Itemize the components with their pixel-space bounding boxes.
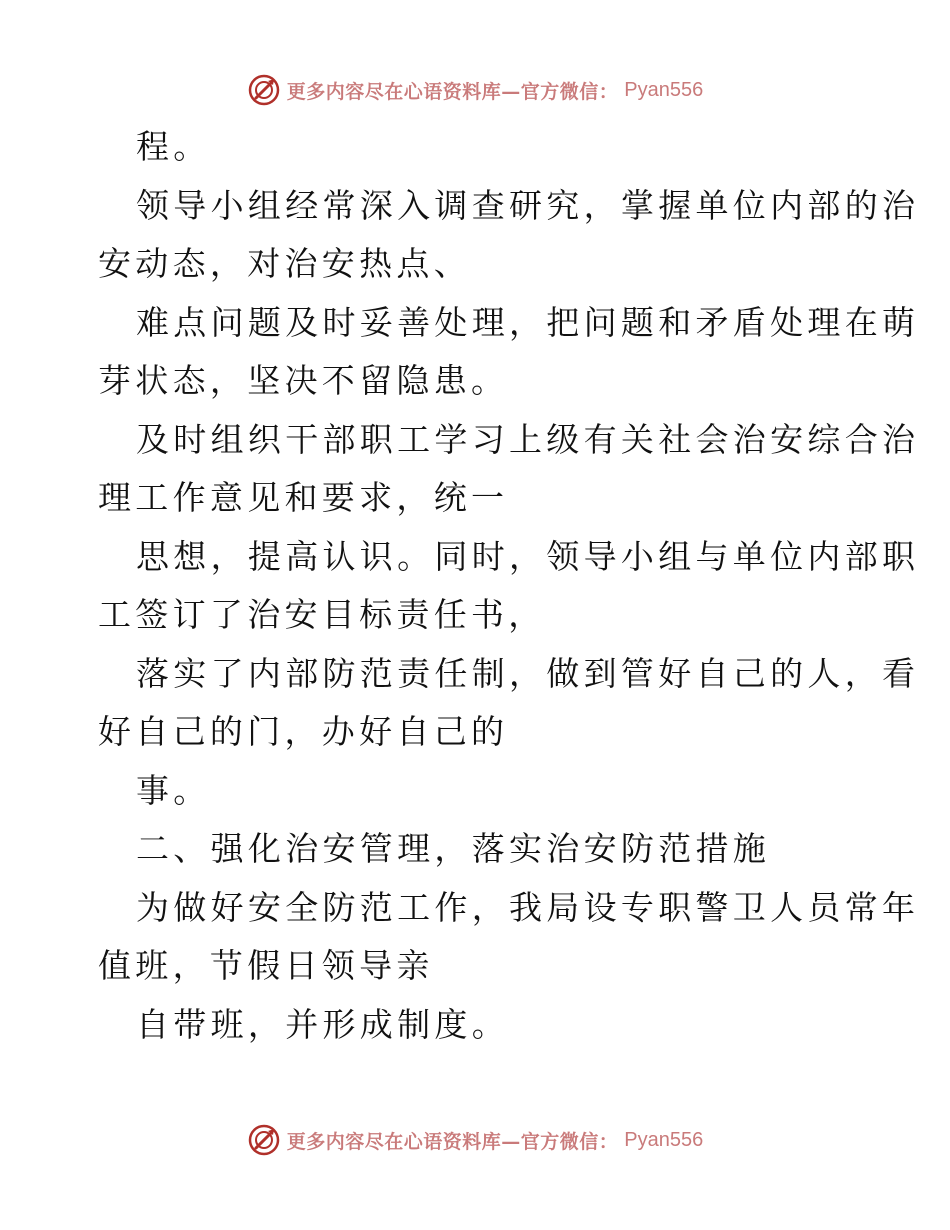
footer-banner-text: 更多内容尽在心语资料库—官方微信：	[286, 1130, 619, 1153]
body-line: 及时组织干部职工学习上级有关社会治安综合治	[136, 419, 920, 459]
body-line: 思想，提高认识。同时，领导小组与单位内部职	[136, 536, 920, 576]
section-heading: 二、强化治安管理，落实治安防范措施	[136, 829, 771, 868]
body-line: 值班，节假日领导亲	[98, 946, 434, 985]
document-body	[98, 118, 920, 1054]
body-line: 工签订了治安目标责任书，	[98, 595, 546, 634]
red-seal-logo-icon	[247, 1123, 281, 1157]
body-line: 程。	[136, 127, 211, 166]
footer-banner	[0, 1120, 950, 1160]
header-banner-account: Pyan556	[624, 78, 704, 101]
body-line: 自带班，并形成制度。	[136, 1004, 509, 1044]
header-banner-text: 更多内容尽在心语资料库—官方微信：	[286, 80, 619, 103]
footer-banner-account: Pyan556	[624, 1128, 704, 1151]
header-banner	[0, 70, 950, 110]
body-line: 为做好安全防范工作，我局设专职警卫人员常年	[136, 887, 920, 927]
body-line: 安动态，对治安热点、	[98, 244, 471, 283]
body-line: 事。	[136, 770, 211, 810]
body-line: 难点问题及时妥善处理，把问题和矛盾处理在萌	[136, 302, 920, 342]
body-line: 好自己的门，办好自己的	[98, 712, 509, 751]
body-line: 落实了内部防范责任制，做到管好自己的人，看	[136, 653, 920, 693]
body-line: 领导小组经常深入调查研究，掌握单位内部的治	[136, 185, 920, 225]
body-line: 芽状态，坚决不留隐患。	[98, 361, 509, 400]
body-line: 理工作意见和要求，统一	[98, 478, 509, 517]
red-seal-logo-icon	[247, 73, 281, 107]
